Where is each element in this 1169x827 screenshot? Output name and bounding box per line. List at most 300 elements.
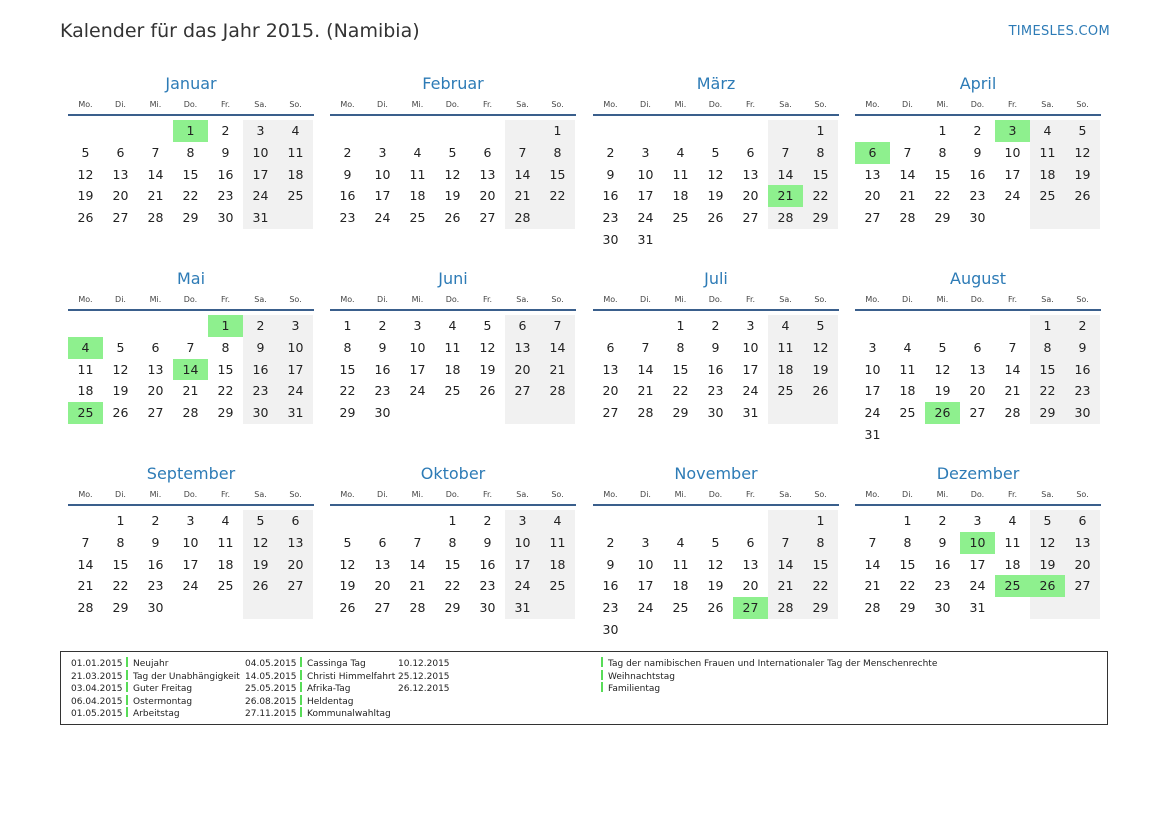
- day-cell: 17: [278, 359, 313, 381]
- day-cell: 29: [444, 600, 461, 616]
- day-cell: 6: [278, 510, 313, 532]
- weekday-label: Di.: [640, 295, 651, 304]
- weekday-label: Sa.: [516, 490, 529, 499]
- legend-date: 01.05.2015: [71, 709, 123, 720]
- month-märz: [593, 74, 839, 251]
- day-cell: 22: [803, 575, 838, 597]
- day-cell: 24: [243, 185, 278, 207]
- day-cell: 7: [768, 532, 803, 554]
- empty-day-cell: [960, 424, 995, 446]
- day-cell: 8: [803, 532, 838, 554]
- day-cell: 19: [444, 188, 461, 204]
- empty-day-cell: [663, 229, 698, 251]
- day-cell: 24: [969, 578, 986, 594]
- week-row: [593, 315, 839, 337]
- day-cell: 10: [243, 142, 278, 164]
- weekday-label: Fr.: [745, 490, 756, 499]
- legend-holiday-name: Heldentag: [307, 696, 354, 707]
- holiday-day-cell: 4: [68, 337, 103, 359]
- day-cell: 18: [540, 554, 575, 576]
- day-cell: 4: [413, 144, 422, 160]
- week-row: [855, 315, 1101, 337]
- weekday-label: Di.: [377, 100, 388, 109]
- day-cell: 10: [374, 166, 391, 182]
- day-cell: 2: [973, 123, 982, 138]
- holiday-day-cell: 27: [733, 597, 768, 619]
- holiday-day-cell: 1: [208, 315, 243, 337]
- day-cell: 19: [339, 578, 356, 594]
- day-cell: 15: [672, 361, 689, 377]
- day-cell: 18: [1004, 556, 1021, 572]
- day-cell: 2: [938, 513, 947, 528]
- day-cell: 14: [540, 337, 575, 359]
- week-row: [68, 359, 314, 381]
- day-cell: 16: [969, 166, 986, 182]
- empty-day-cell: [855, 315, 890, 337]
- holiday-day-cell: 14: [173, 359, 208, 381]
- weekday-label: Mo.: [865, 100, 880, 109]
- week-row: [593, 337, 839, 359]
- holiday-marker-icon: [601, 682, 603, 692]
- day-cell: 22: [112, 578, 129, 594]
- day-cell: 2: [1065, 315, 1100, 337]
- week-row: [855, 554, 1101, 576]
- day-cell: 2: [711, 318, 720, 333]
- day-cell: 19: [1065, 164, 1100, 186]
- weekday-label: Mi.: [411, 100, 424, 109]
- day-cell: 29: [339, 405, 356, 421]
- day-cell: 17: [243, 164, 278, 186]
- day-cell: 9: [343, 166, 352, 182]
- weekday-label: So.: [551, 100, 564, 109]
- weekday-label: Di.: [640, 100, 651, 109]
- legend-holiday-name: Tag der namibischen Frauen und Internationaler Tag der Menschenrechte: [608, 659, 938, 669]
- day-cell: 1: [803, 120, 838, 142]
- day-cell: 11: [1030, 142, 1065, 164]
- day-cell: 13: [602, 361, 619, 377]
- week-row: [68, 120, 314, 142]
- day-cell: 8: [676, 339, 685, 355]
- weekday-label: Di.: [115, 295, 126, 304]
- day-cell: 13: [147, 361, 164, 377]
- weekday-label: Mi.: [674, 490, 687, 499]
- legend-holiday-name: Christi Himmelfahrt: [307, 671, 396, 682]
- day-cell: 12: [707, 556, 724, 572]
- day-cell: 1: [116, 513, 125, 528]
- day-cell: 20: [742, 578, 759, 594]
- day-cell: 5: [81, 144, 90, 160]
- weekday-label: Fr.: [745, 100, 756, 109]
- weekday-label: Do.: [445, 490, 460, 499]
- weekday-header: [855, 98, 1101, 116]
- day-cell: 19: [112, 383, 129, 399]
- legend-entry: [398, 670, 675, 682]
- day-cell: 3: [868, 339, 877, 355]
- day-cell: 3: [746, 318, 755, 333]
- empty-day-cell: [628, 619, 663, 641]
- legend-entry: [245, 707, 391, 719]
- day-cell: 29: [112, 600, 129, 616]
- legend-entry: [398, 682, 660, 694]
- empty-day-cell: [1030, 207, 1065, 229]
- legend-entry: [245, 695, 354, 707]
- day-cell: 2: [221, 123, 230, 138]
- month-august: [855, 269, 1101, 446]
- day-cell: 22: [803, 185, 838, 207]
- week-row: [330, 120, 576, 142]
- week-row: [68, 315, 314, 337]
- day-cell: 19: [77, 188, 94, 204]
- day-cell: 17: [1004, 166, 1021, 182]
- week-row: [593, 185, 839, 207]
- empty-day-cell: [400, 120, 435, 142]
- day-cell: 25: [1030, 185, 1065, 207]
- holiday-day-cell: 25: [68, 402, 103, 424]
- day-cell: 12: [444, 166, 461, 182]
- empty-day-cell: [628, 510, 663, 532]
- week-row: [855, 185, 1101, 207]
- holiday-day-cell: 25: [995, 575, 1030, 597]
- day-cell: 29: [803, 207, 838, 229]
- day-cell: 8: [448, 534, 457, 550]
- day-cell: 5: [243, 510, 278, 532]
- weekday-header: [68, 293, 314, 311]
- week-row: [330, 142, 576, 164]
- empty-day-cell: [698, 619, 733, 641]
- day-cell: 1: [343, 318, 352, 333]
- day-cell: 28: [77, 600, 94, 616]
- day-cell: 27: [1065, 575, 1100, 597]
- week-row: [855, 402, 1101, 424]
- day-cell: 16: [147, 556, 164, 572]
- weekday-label: So.: [551, 490, 564, 499]
- day-cell: 28: [147, 210, 164, 226]
- day-cell: 9: [378, 339, 387, 355]
- empty-day-cell: [1030, 597, 1065, 619]
- empty-day-cell: [768, 619, 803, 641]
- weekday-label: So.: [1076, 490, 1089, 499]
- month-name: April: [959, 74, 997, 93]
- empty-day-cell: [995, 315, 1030, 337]
- day-cell: 24: [374, 210, 391, 226]
- day-cell: 31: [742, 405, 759, 421]
- month-name: September: [146, 464, 236, 483]
- empty-day-cell: [278, 597, 313, 619]
- day-cell: 16: [602, 188, 619, 204]
- month-januar: [68, 74, 314, 229]
- brand-link[interactable]: TIMESLES.COM: [1008, 24, 1110, 39]
- weekday-label: Fr.: [1007, 490, 1018, 499]
- month-name: Oktober: [420, 464, 486, 483]
- day-cell: 22: [934, 188, 951, 204]
- day-cell: 28: [540, 380, 575, 402]
- day-cell: 24: [637, 600, 654, 616]
- weekday-label: So.: [289, 295, 302, 304]
- week-row: [330, 510, 576, 532]
- weekday-label: Mi.: [674, 100, 687, 109]
- day-cell: 14: [899, 166, 916, 182]
- day-cell: 18: [217, 556, 234, 572]
- day-cell: 21: [409, 578, 426, 594]
- weekday-header: [855, 488, 1101, 506]
- day-cell: 6: [151, 339, 160, 355]
- weekday-label: Sa.: [254, 295, 267, 304]
- legend-holiday-name: Afrika-Tag: [307, 684, 351, 695]
- empty-day-cell: [470, 120, 505, 142]
- weekday-label: Fr.: [220, 295, 231, 304]
- day-cell: 4: [448, 318, 457, 333]
- empty-day-cell: [803, 402, 838, 424]
- day-cell: 11: [77, 361, 94, 377]
- day-cell: 26: [444, 210, 461, 226]
- month-name: August: [950, 269, 1006, 288]
- day-cell: 12: [77, 166, 94, 182]
- day-cell: 30: [969, 210, 986, 226]
- empty-day-cell: [1065, 207, 1100, 229]
- weekday-label: Mi.: [674, 295, 687, 304]
- day-cell: 17: [742, 361, 759, 377]
- weekday-label: Do.: [445, 295, 460, 304]
- day-cell: 28: [182, 405, 199, 421]
- day-cell: 14: [1004, 361, 1021, 377]
- holiday-day-cell: 1: [173, 120, 208, 142]
- day-cell: 1: [903, 513, 912, 528]
- day-cell: 21: [899, 188, 916, 204]
- day-cell: 25: [278, 185, 313, 207]
- empty-day-cell: [663, 510, 698, 532]
- day-cell: 7: [151, 144, 160, 160]
- day-cell: 25: [672, 210, 689, 226]
- legend-date: 10.12.2015: [398, 659, 450, 669]
- day-cell: 20: [864, 188, 881, 204]
- day-cell: 5: [343, 534, 352, 550]
- empty-day-cell: [995, 424, 1030, 446]
- day-cell: 13: [969, 361, 986, 377]
- legend-holiday-name: Cassinga Tag: [307, 659, 366, 669]
- day-cell: 21: [1004, 383, 1021, 399]
- day-cell: 9: [973, 144, 982, 160]
- weekday-label: Sa.: [779, 295, 792, 304]
- day-cell: 29: [803, 597, 838, 619]
- holiday-day-cell: 3: [995, 120, 1030, 142]
- day-cell: 2: [151, 513, 160, 528]
- day-cell: 6: [746, 144, 755, 160]
- legend-holiday-name: Guter Freitag: [133, 684, 193, 695]
- legend-date: 06.04.2015: [71, 696, 123, 707]
- day-cell: 19: [479, 361, 496, 377]
- week-row: [330, 359, 576, 381]
- week-row: [593, 597, 839, 619]
- weekday-label: Sa.: [1041, 490, 1054, 499]
- week-row: [68, 597, 314, 619]
- day-cell: 22: [444, 578, 461, 594]
- weekday-label: Fr.: [482, 100, 493, 109]
- week-row: [855, 510, 1101, 532]
- week-row: [855, 532, 1101, 554]
- week-row: [330, 597, 576, 619]
- day-cell: 31: [278, 402, 313, 424]
- day-cell: 13: [864, 166, 881, 182]
- empty-day-cell: [1030, 424, 1065, 446]
- holiday-day-cell: 26: [925, 402, 960, 424]
- week-row: [68, 402, 314, 424]
- day-cell: 28: [864, 600, 881, 616]
- day-cell: 11: [1004, 534, 1021, 550]
- day-cell: 16: [339, 188, 356, 204]
- day-cell: 31: [637, 231, 654, 247]
- day-cell: 5: [1030, 510, 1065, 532]
- weekday-label: Mo.: [78, 100, 93, 109]
- day-cell: 30: [934, 600, 951, 616]
- day-cell: 23: [934, 578, 951, 594]
- week-row: [330, 532, 576, 554]
- day-cell: 20: [112, 188, 129, 204]
- week-row: [593, 554, 839, 576]
- weekday-label: Di.: [902, 100, 913, 109]
- day-cell: 29: [899, 600, 916, 616]
- day-cell: 26: [803, 380, 838, 402]
- weekday-label: So.: [1076, 295, 1089, 304]
- day-cell: 30: [374, 405, 391, 421]
- day-cell: 22: [339, 383, 356, 399]
- day-cell: 3: [278, 315, 313, 337]
- empty-day-cell: [803, 619, 838, 641]
- legend-date: 01.01.2015: [71, 659, 123, 669]
- week-row: [855, 380, 1101, 402]
- weekday-header: [330, 488, 576, 506]
- day-cell: 25: [409, 210, 426, 226]
- holiday-marker-icon: [300, 670, 302, 680]
- empty-day-cell: [173, 597, 208, 619]
- month-name: Mai: [176, 269, 206, 288]
- weekday-header: [68, 98, 314, 116]
- legend-holiday-name: Familientag: [608, 684, 661, 695]
- legend-entry: [245, 670, 395, 682]
- day-cell: 3: [973, 513, 982, 528]
- day-cell: 22: [899, 578, 916, 594]
- day-cell: 8: [343, 339, 352, 355]
- holiday-marker-icon: [126, 670, 128, 680]
- holiday-day-cell: 10: [960, 532, 995, 554]
- month-februar: [330, 74, 576, 229]
- weekday-header: [330, 293, 576, 311]
- day-cell: 20: [505, 359, 540, 381]
- weekday-label: So.: [814, 100, 827, 109]
- day-cell: 23: [374, 383, 391, 399]
- empty-day-cell: [330, 510, 365, 532]
- weekday-label: Di.: [115, 100, 126, 109]
- day-cell: 26: [707, 210, 724, 226]
- weekday-label: Mi.: [149, 100, 162, 109]
- weekday-label: Mi.: [411, 295, 424, 304]
- day-cell: 7: [81, 534, 90, 550]
- day-cell: 8: [903, 534, 912, 550]
- weekday-header: [330, 98, 576, 116]
- day-cell: 23: [969, 188, 986, 204]
- day-cell: 21: [540, 359, 575, 381]
- week-row: [68, 207, 314, 229]
- day-cell: 23: [217, 188, 234, 204]
- empty-day-cell: [995, 597, 1030, 619]
- week-row: [855, 164, 1101, 186]
- day-cell: 18: [444, 361, 461, 377]
- day-cell: 7: [641, 339, 650, 355]
- day-cell: 20: [374, 578, 391, 594]
- month-mai: [68, 269, 314, 424]
- day-cell: 17: [969, 556, 986, 572]
- day-cell: 4: [1030, 120, 1065, 142]
- day-cell: 6: [606, 339, 615, 355]
- empty-day-cell: [435, 402, 470, 424]
- day-cell: 4: [768, 315, 803, 337]
- empty-day-cell: [103, 315, 138, 337]
- day-cell: 26: [243, 575, 278, 597]
- empty-day-cell: [995, 207, 1030, 229]
- week-row: [593, 380, 839, 402]
- day-cell: 26: [77, 210, 94, 226]
- week-row: [593, 359, 839, 381]
- empty-day-cell: [330, 120, 365, 142]
- day-cell: 13: [1065, 532, 1100, 554]
- week-row: [330, 380, 576, 402]
- day-cell: 1: [803, 510, 838, 532]
- weekday-label: So.: [551, 295, 564, 304]
- day-cell: 31: [864, 426, 881, 442]
- empty-day-cell: [435, 120, 470, 142]
- day-cell: 16: [243, 359, 278, 381]
- legend-holiday-name: Arbeitstag: [133, 709, 180, 720]
- day-cell: 29: [182, 210, 199, 226]
- day-cell: 25: [217, 578, 234, 594]
- day-cell: 26: [339, 600, 356, 616]
- week-row: [68, 380, 314, 402]
- empty-day-cell: [505, 120, 540, 142]
- day-cell: 13: [112, 166, 129, 182]
- day-cell: 17: [505, 554, 540, 576]
- weekday-label: Mo.: [340, 100, 355, 109]
- legend-date: 26.12.2015: [398, 684, 450, 695]
- weekday-label: Mi.: [149, 295, 162, 304]
- day-cell: 30: [479, 600, 496, 616]
- day-cell: 20: [278, 554, 313, 576]
- day-cell: 17: [374, 188, 391, 204]
- week-row: [593, 619, 839, 641]
- day-cell: 4: [221, 513, 230, 528]
- week-row: [330, 337, 576, 359]
- week-row: [855, 207, 1101, 229]
- day-cell: 7: [1008, 339, 1017, 355]
- month-november: [593, 464, 839, 641]
- day-cell: 18: [409, 188, 426, 204]
- weekday-label: Mo.: [340, 490, 355, 499]
- week-row: [593, 120, 839, 142]
- day-cell: 12: [339, 556, 356, 572]
- day-cell: 30: [1065, 402, 1100, 424]
- day-cell: 9: [606, 556, 615, 572]
- week-row: [330, 185, 576, 207]
- day-cell: 1: [540, 120, 575, 142]
- holiday-marker-icon: [300, 707, 302, 717]
- holiday-legend: [60, 651, 1108, 725]
- empty-day-cell: [768, 120, 803, 142]
- day-cell: 17: [182, 556, 199, 572]
- month-name: Juni: [438, 269, 468, 288]
- day-cell: 4: [676, 534, 685, 550]
- weekday-label: Fr.: [220, 490, 231, 499]
- day-cell: 28: [899, 210, 916, 226]
- day-cell: 14: [77, 556, 94, 572]
- day-cell: 19: [803, 359, 838, 381]
